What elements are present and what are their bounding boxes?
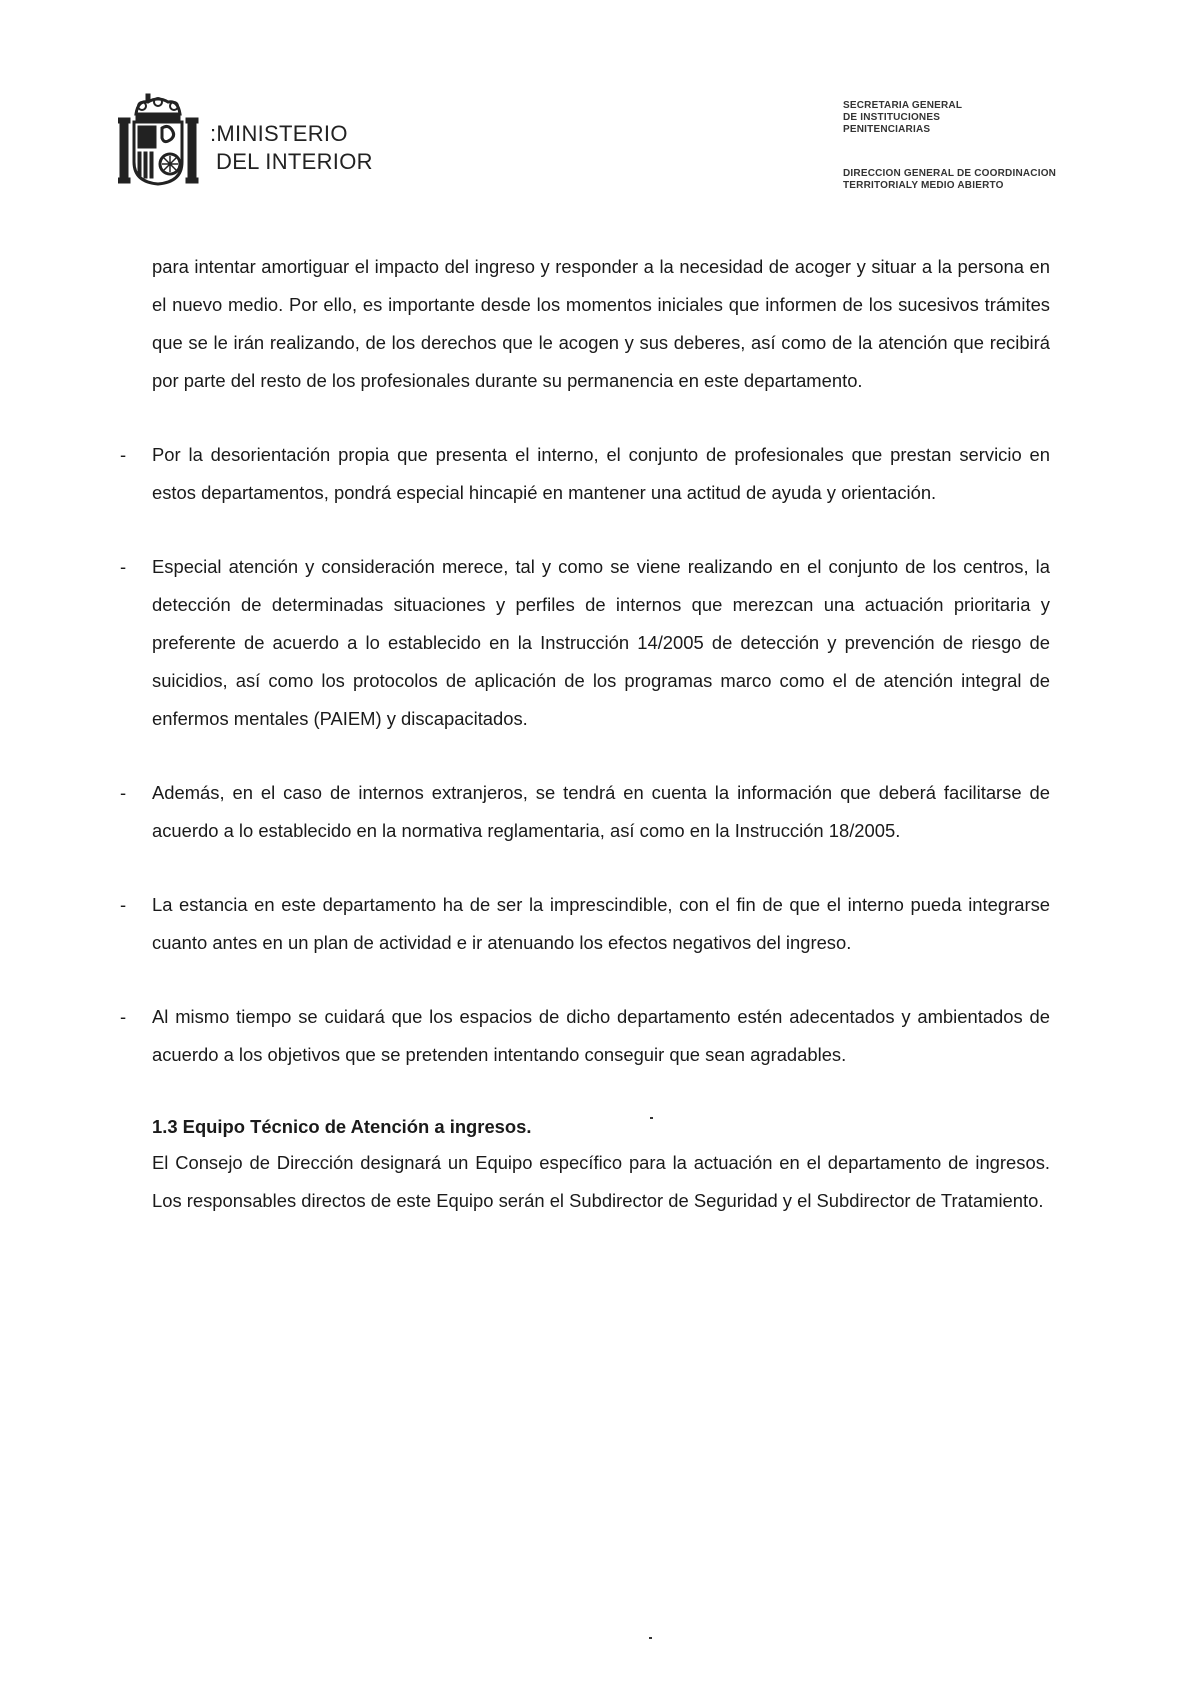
bullet-item [120,548,1050,738]
header-right-line: TERRITORIALY MEDIO ABIERTO [843,180,1004,191]
bullet-item [120,774,1050,850]
bullet-dash: - [120,782,127,803]
bullet-item [120,886,1050,962]
bullet-text: Además, en el caso de internos extranjeros, se tendrá en cuenta la información que deberá facilitarse de acuerdo a lo establecido en la normativa reglamentaria, así como en la Instrucción 18/2005. [152,782,1050,841]
bullet-text: Especial atención y consideración merece, tal y como se viene realizando en el conjunto de los centros, la detección de determinadas situaciones y perfiles de internos que merezcan una actuación prioritaria y preferente de acuerdo a lo establecido en la Instrucción 14/2005 de detección y prevención de riesgo de suicidios, así como los protocolos de aplicación de los programas marco como el de atención integral de enfermos mentales (PAIEM) y discapacitados. [152,556,1050,729]
bullet-dash: - [120,444,127,465]
bullet-text: Al mismo tiempo se cuidará que los espacios de dicho departamento estén adecentados y ambientados de acuerdo a los objetivos que se pretenden intentando conseguir que sean agradables. [152,1006,1050,1065]
document-body [120,248,1050,1220]
header-right-line: SECRETARIA GENERAL [843,100,963,111]
section-heading: 1.3 Equipo Técnico de Atención a ingresos. [152,1116,532,1137]
bullet-dash: - [120,894,127,915]
direccion-general-block [843,168,1056,192]
header-right-line: DIRECCION GENERAL DE COORDINACION [843,168,1057,179]
scan-speck [650,1117,653,1119]
bullet-dash: - [120,556,127,577]
section-body [152,1144,1050,1220]
header-right-line: DE INSTITUCIONES [843,112,941,123]
scan-speck [649,1637,652,1639]
spanish-coat-of-arms-icon [118,92,204,188]
ministry-line-2: DEL INTERIOR [216,149,373,174]
secretaria-general-block [843,100,962,136]
ministry-line-1: :MINISTERIO [210,121,348,146]
bullet-item [120,998,1050,1074]
bullet-text: Por la desorientación propia que presenta el interno, el conjunto de profesionales que prestan servicio en estos departamentos, pondrá especial hincapié en mantener una actitud de ayuda y orientación. [152,444,1050,503]
bullet-dash: - [120,1006,127,1027]
bullet-text: La estancia en este departamento ha de ser la imprescindible, con el fin de que el interno pueda integrarse cuanto antes en un plan de actividad e ir atenuando los efectos negativos del ingreso. [152,894,1050,953]
ministry-name [210,120,373,176]
bullet-item [120,436,1050,512]
section-paragraph: El Consejo de Dirección designará un Equipo específico para la actuación en el departamento de ingresos. Los responsables directos de este Equipo serán el Subdirector de Seguridad y el Subdirector de Tratamiento. [152,1152,1050,1211]
intro-paragraph: para intentar amortiguar el impacto del ingreso y responder a la necesidad de acoger y situar a la persona en el nuevo medio. Por ello, es importante desde los momentos iniciales que informen de los sucesivos trámites que se le irán realizando, de los derechos que le acogen y sus deberes, así como de la atención que recibirá por parte del resto de los profesionales durante su permanencia en este departamento. [152,256,1050,391]
header-right-line: PENITENCIARIAS [843,124,931,135]
